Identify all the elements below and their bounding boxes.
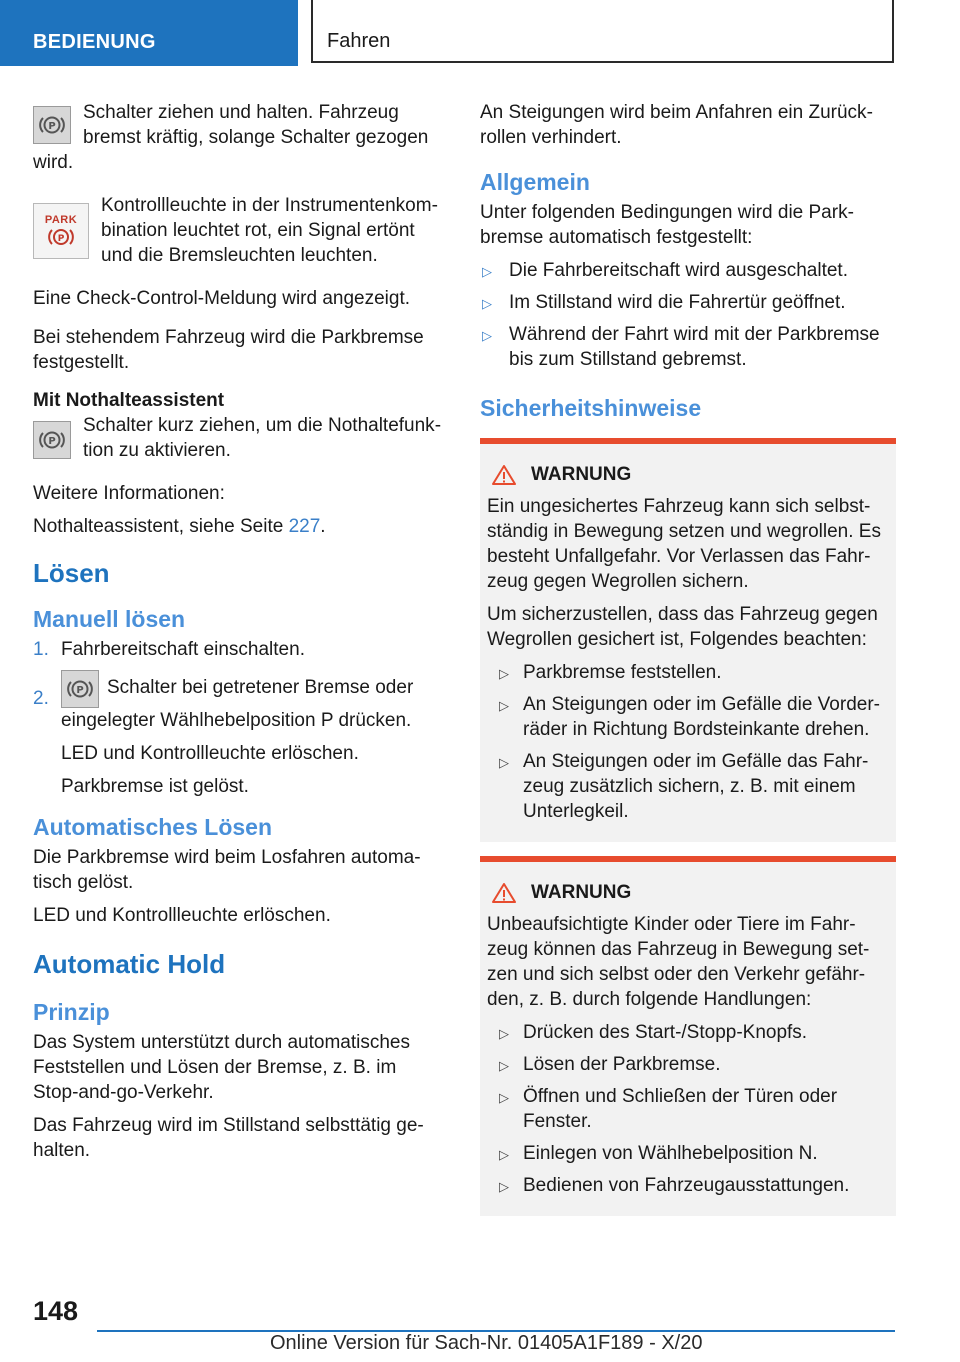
chapter-title: Fahren xyxy=(327,30,391,52)
heading-prinzip: Prinzip xyxy=(33,999,110,1025)
heading-sicherheit: Sicherheitshinweise xyxy=(480,395,702,421)
text-emergency: Schalter kurz ziehen, um die Nothaltefunktion zu aktivieren. xyxy=(83,417,441,461)
triangle-bullet-icon: ▷ xyxy=(499,1147,509,1162)
warning-text: Unbeaufsichtigte Kinder oder Tiere im Fahrzeug können das Fahrzeug in Bewegung setzen und sich selbst oder den Verkehr gefährden, z. B. durch folgende Handlungen: xyxy=(487,914,870,1010)
text-stillstand: Das Fahrzeug wird im Stillstand selbsttätig gehalten. xyxy=(33,1115,424,1161)
list-item: ▷ Im Stillstand wird die Fahrertür geöffnet. xyxy=(480,290,896,315)
warning-title: WARNUNG xyxy=(487,882,886,904)
svg-text:P: P xyxy=(48,436,56,447)
list-item: 1. Fahrbereitschaft einschalten. xyxy=(33,639,305,660)
heading-allgemein: Allgemein xyxy=(480,169,590,195)
warning-title: WARNUNG xyxy=(487,464,886,486)
section-title: BEDIENUNG xyxy=(33,31,156,53)
step-sub-released: Parkbremse ist gelöst. xyxy=(61,776,249,797)
text-check-control: Eine Check-Control-Meldung wird angezeigt. xyxy=(33,288,411,309)
warning-triangle-icon xyxy=(491,882,517,904)
page-number: 148 xyxy=(33,1296,79,1326)
triangle-bullet-icon: ▷ xyxy=(499,1090,509,1105)
heading-loesen: Lösen xyxy=(33,558,110,588)
conditions-list xyxy=(480,258,896,372)
text-standstill: Bei stehendem Fahrzeug wird die Parkbremse festgestellt. xyxy=(33,327,424,373)
park-label: PARK xyxy=(44,214,78,226)
svg-text:P: P xyxy=(76,685,84,696)
list-item: ▷ Während der Fahrt wird mit der Parkbremse bis zum Stillstand gebremst. xyxy=(482,324,880,370)
list-item: ▷ Öffnen und Schließen der Türen oder Fenster. xyxy=(499,1086,838,1132)
heading-emergency-assist: Mit Nothalteassistent xyxy=(33,390,225,411)
warning-triangle-icon xyxy=(491,464,517,486)
text-rollback: An Steigungen wird beim Anfahren ein Zurückrollen verhindert. xyxy=(480,102,873,148)
list-item: ▷ Parkbremse feststellen. xyxy=(487,660,886,685)
triangle-bullet-icon: ▷ xyxy=(482,296,492,311)
text-led-off: LED und Kontrollleuchte erlöschen. xyxy=(33,905,331,926)
warning-text: Ein ungesichertes Fahrzeug kann sich selbstständig in Bewegung setzen und wegrollen. Es besteht Unfallgefahr. Vor Verlassen das Fahrzeug gegen Wegrollen sichern. xyxy=(487,496,881,592)
step-sub-led: LED und Kontrollleuchte erlöschen. xyxy=(61,743,359,764)
parking-brake-icon xyxy=(61,670,99,708)
text-prinzip: Das System unterstützt durch automatisches Feststellen und Lösen der Bremse, z. B. im Stop-and-go-Verkehr. xyxy=(33,1032,410,1103)
list-item: ▷ An Steigungen oder im Gefälle die Vorderräder in Richtung Bordsteinkante drehen. xyxy=(499,694,880,740)
footer-version: Online Version für Sach-Nr. 01405A1F189 - X/20 xyxy=(270,1332,703,1354)
heading-automatic-hold: Automatic Hold xyxy=(33,949,226,979)
parking-brake-icon xyxy=(33,421,71,459)
triangle-bullet-icon: ▷ xyxy=(499,1026,509,1041)
warning-box xyxy=(480,856,896,1216)
svg-text:P: P xyxy=(57,234,65,244)
list-item: 2. P Schalter bei getretener Bremse oder eingelegter Wählhebelposition P drücken. LED und Kontrollleuchte erlöschen. Parkbremse ist gelöst. xyxy=(33,670,441,799)
triangle-bullet-icon: ▷ xyxy=(482,328,492,343)
text-see-page: Nothalteassistent, siehe Seite 227. xyxy=(33,516,326,537)
section-tab xyxy=(0,0,298,66)
list-item: ▷ Drücken des Start-/Stopp-Knopfs. xyxy=(487,1020,886,1045)
triangle-bullet-icon: ▷ xyxy=(499,1179,509,1194)
parking-brake-icon xyxy=(33,106,71,144)
warning-text: Um sicherzustellen, dass das Fahrzeug gegen Wegrollen gesichert ist, Folgendes beachten: xyxy=(487,604,878,650)
pull-hold-paragraph xyxy=(33,100,441,183)
emergency-paragraph xyxy=(33,417,441,471)
warning-list xyxy=(487,1020,886,1198)
triangle-bullet-icon: ▷ xyxy=(499,1058,509,1073)
text-indicator: Kontrollleuchte in der Instrumentenkombination leuchtet rot, ein Signal ertönt und die Bremsleuchten leuchten. xyxy=(101,195,438,266)
release-steps xyxy=(33,637,441,799)
text-auto-loesen: Die Parkbremse wird beim Losfahren automatisch gelöst. xyxy=(33,847,421,893)
park-indicator-icon xyxy=(33,203,89,259)
triangle-bullet-icon: ▷ xyxy=(499,666,509,681)
page-link[interactable]: 227 xyxy=(288,516,321,537)
triangle-bullet-icon: ▷ xyxy=(499,755,509,770)
warning-list xyxy=(487,660,886,824)
list-item: ▷ Die Fahrbereitschaft wird ausgeschaltet. xyxy=(480,258,896,283)
list-item: ▷ Bedienen von Fahrzeugausstattungen. xyxy=(487,1173,886,1198)
warning-box xyxy=(480,438,896,842)
text-more-info: Weitere Informationen: xyxy=(33,483,225,504)
list-item: ▷ Einlegen von Wählhebelposition N. xyxy=(487,1141,886,1166)
heading-auto-loesen: Automatisches Lösen xyxy=(33,814,272,840)
list-item: ▷ Lösen der Parkbremse. xyxy=(487,1052,886,1077)
chapter-tab xyxy=(311,0,894,63)
triangle-bullet-icon: ▷ xyxy=(499,698,509,713)
list-item: ▷ An Steigungen oder im Gefälle das Fahrzeug zusätzlich sichern, z. B. mit einem Unterlegkeil. xyxy=(499,751,869,822)
heading-manuell: Manuell lösen xyxy=(33,606,186,632)
triangle-bullet-icon: ▷ xyxy=(482,264,492,279)
text-pull-hold: Schalter ziehen und halten. Fahrzeug bremst kräftig, solange Schalter gezogen wird. xyxy=(33,102,429,173)
svg-text:P: P xyxy=(48,121,56,132)
left-column xyxy=(33,100,441,1171)
text-conditions-intro: Unter folgenden Bedingungen wird die Parkbremse automatisch festgestellt: xyxy=(480,202,854,248)
right-column xyxy=(480,100,896,1228)
indicator-paragraph xyxy=(33,193,441,276)
